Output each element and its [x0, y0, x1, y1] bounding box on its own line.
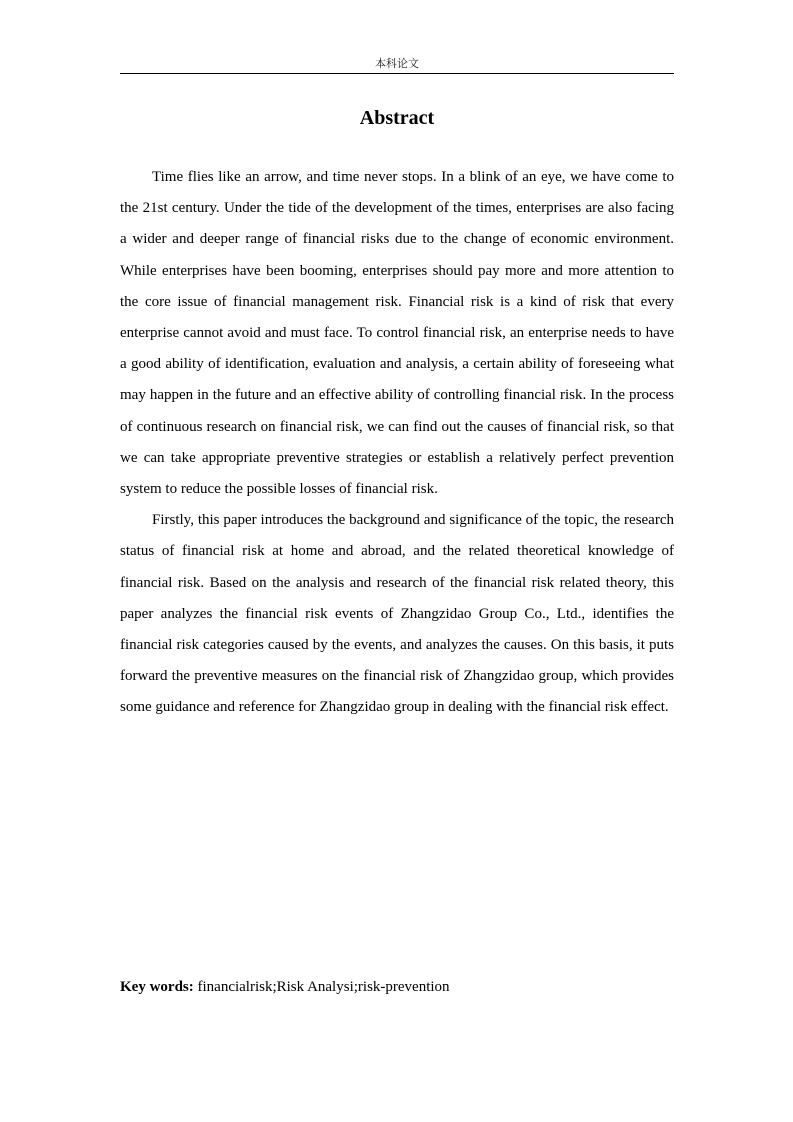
abstract-paragraph-1: Time flies like an arrow, and time never stops. In a blink of an eye, we have come to the 21st century. Under the tide of the development of the times, enterprises are also facing a wider and deeper range of financial risks due to the change of economic environment. While enterprises have been booming, enterprises should pay more and more attention to the core issue of financial management risk. Financial risk is a kind of risk that every enterprise cannot avoid and must face. To control financial risk, an enterprise needs to have a good ability of identification, evaluation and analysis, a certain ability of foreseeing what may happen in the future and an effective ability of controlling financial risk. In the process of continuous research on financial risk, we can find out the causes of financial risk, so that we can take appropriate preventive strategies or establish a relatively perfect prevention system to reduce the possible losses of financial risk.	[120, 169, 674, 498]
keywords-value: financialrisk;Risk Analysi;risk-prevention	[193, 979, 450, 995]
abstract-paragraph-2: Firstly, this paper introduces the background and significance of the topic, the research status of financial risk at home and abroad, and the related theoretical knowledge of financial risk. Based on the analysis and research of the financial risk related theory, this paper analyzes the financial risk events of Zhangzidao Group Co., Ltd., identifies the financial risk categories caused by the events, and analyzes the causes. On this basis, it puts forward the preventive measures on the financial risk of Zhangzidao group, which provides some guidance and reference for Zhangzidao group in dealing with the financial risk effect.	[120, 512, 674, 716]
header-rule	[120, 73, 674, 74]
abstract-title: Abstract	[359, 107, 435, 129]
keywords-line	[120, 972, 674, 1003]
running-header: 本科论文	[375, 58, 419, 70]
keywords-label: Key words:	[120, 979, 194, 995]
abstract-body	[120, 162, 674, 724]
